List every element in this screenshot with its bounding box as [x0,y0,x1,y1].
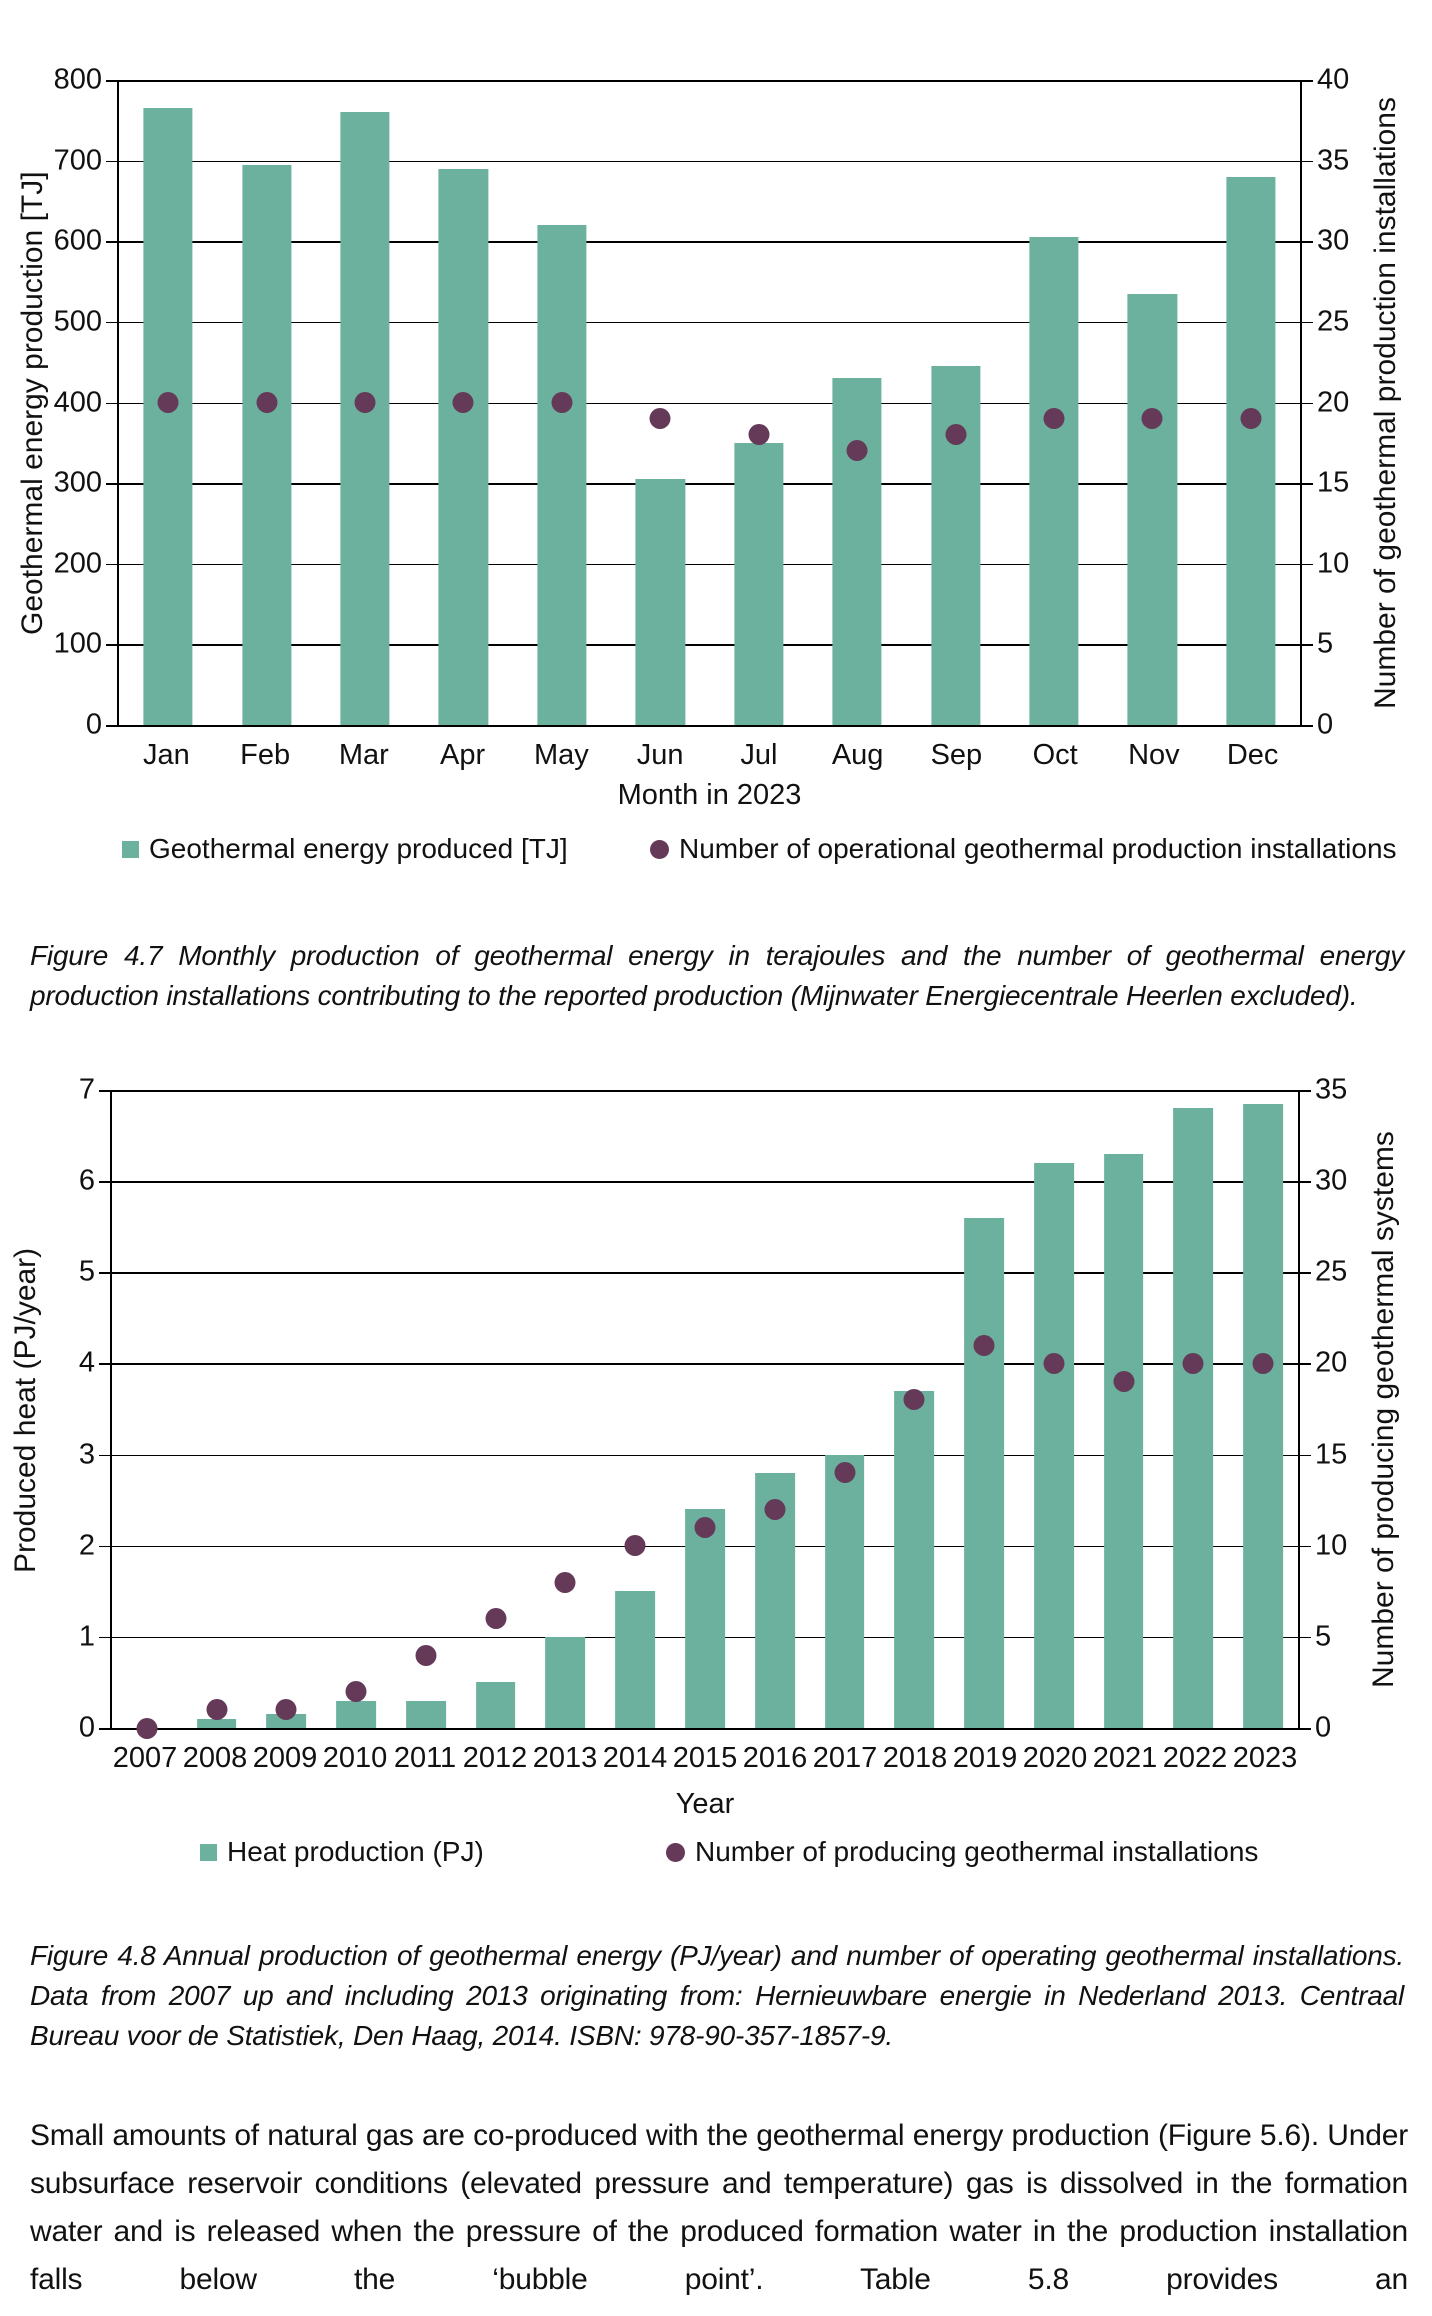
y-tick-label-left: 6 [78,1164,95,1197]
legend-label: Number of producing geothermal installations [695,1836,1259,1867]
y-tick-label-left: 7 [78,1073,95,1106]
point-Sep [945,424,966,445]
point-2017 [834,1462,855,1483]
y-axis-title-right: Number of geothermal production installations [1369,97,1402,710]
category-column [513,80,611,725]
point-Jun [650,408,671,429]
point-Mar [355,392,376,413]
y-tick-label-right: 0 [1317,708,1334,741]
y-axis-title-left: Geothermal energy production [TJ] [16,171,49,636]
bar-Feb [242,165,291,725]
y-tick-label-left: 200 [53,547,102,580]
bar-2013 [546,1637,586,1728]
x-tick-label-2012: 2012 [462,1742,528,1774]
y-tick-label-right: 40 [1317,63,1350,96]
x-axis-title: Year [675,1788,735,1820]
category-column [1019,1090,1089,1728]
bar-May [537,225,586,725]
bar-2020 [1034,1163,1074,1728]
point-2019 [974,1335,995,1356]
category-column [321,1090,391,1728]
bar-2022 [1173,1108,1213,1728]
x-tick-label-2022: 2022 [1162,1742,1228,1774]
category-column [461,1090,531,1728]
x-tick-label-Dec: Dec [1226,739,1279,771]
bar-Oct [1029,237,1078,725]
bar-Sep [931,366,980,725]
point-2011 [415,1645,436,1666]
y-tick-label-right: 0 [1315,1711,1332,1744]
x-tick-label-Jan: Jan [142,739,190,771]
point-legend-swatch [650,840,669,859]
x-tick-label-2014: 2014 [602,1742,668,1774]
x-axis-title: Month in 2023 [617,779,802,811]
y-tick-label-left: 700 [53,144,102,177]
bar-Nov [1128,294,1177,725]
y-tick-label-left: 800 [53,63,102,96]
y-tick-label-left: 4 [78,1346,95,1379]
axis-tick [1299,1363,1311,1365]
point-Nov [1142,408,1163,429]
category-column [1103,80,1201,725]
y-tick-label-right: 5 [1315,1620,1332,1653]
category-column [879,1090,949,1728]
y-tick-label-left: 600 [53,224,102,257]
point-2014 [625,1535,646,1556]
y-tick-label-right: 30 [1315,1164,1348,1197]
axis-tick [106,725,118,727]
point-2022 [1183,1353,1204,1374]
y-tick-label-right: 20 [1315,1346,1348,1379]
point-2010 [346,1681,367,1702]
x-tick-label-2018: 2018 [882,1742,948,1774]
point-Jan [158,392,179,413]
category-column [112,1090,182,1728]
y-tick-label-right: 10 [1317,547,1350,580]
axis-tick [99,1272,111,1274]
x-tick-label-Jul: Jul [740,739,778,771]
bar-Jun [636,479,685,725]
plot-area [53,63,1350,741]
category-column [414,80,512,725]
plot-area [78,1073,1348,1744]
category-column [949,1090,1019,1728]
y-tick-label-right: 5 [1317,627,1334,660]
point-2015 [695,1517,716,1538]
bar-2023 [1243,1104,1283,1728]
point-2018 [904,1389,925,1410]
point-Apr [453,392,474,413]
x-tick-label-2015: 2015 [672,1742,738,1774]
body-paragraph: Small amounts of natural gas are co-produced with the geothermal energy production (Figure 5.6). Under subsurface reservoir conditions (elevated pressure and temperature) gas is dissolved in the formation water and is released when the pressure of the produced formation water in the production installation falls below the ‘bubble point’. Table 5.8 provides an [30,2119,1408,2296]
y-tick-label-left: 5 [78,1255,95,1288]
axis-tick [1299,1181,1311,1183]
figure-4-8-caption: Figure 4.8 Annual production of geothermal energy (PJ/year) and number of operating geothermal installations. Data from 2007 up and including 2013 originating from: Hernieuwbare energie in Nederland 2013. Centraal Bureau voor de Statistiek, Den Haag, 2014. ISBN: 978-90-357-1857-9. [30,1940,1404,2051]
point-Oct [1044,408,1065,429]
category-column [531,1090,601,1728]
x-tick-label-2020: 2020 [1022,1742,1088,1774]
category-column [316,80,414,725]
point-Jul [748,424,769,445]
category-column [182,1090,252,1728]
axis-tick [106,644,118,646]
legend [117,833,1397,869]
axis-tick [1301,322,1313,324]
y-tick-label-left: 2 [78,1529,95,1562]
x-tick-label-Nov: Nov [1128,739,1180,771]
axis-tick [1299,1637,1311,1639]
category-column [252,1090,322,1728]
point-2023 [1253,1353,1274,1374]
legend-item [200,1836,484,1868]
category-column [1228,1090,1298,1728]
point-2008 [206,1699,227,1720]
y-tick-label-left: 0 [78,1711,95,1744]
bar-2012 [476,1682,516,1728]
bar-2014 [615,1591,655,1728]
point-2021 [1113,1371,1134,1392]
x-tick-label-Feb: Feb [240,739,291,771]
axis-tick [1301,644,1313,646]
x-tick-label-Aug: Aug [831,739,884,771]
x-tick-label-Apr: Apr [440,739,486,771]
category-column [740,1090,810,1728]
y-tick-label-left: 100 [53,627,102,660]
bar-Apr [439,169,488,725]
axis-tick [106,241,118,243]
bar-Mar [340,112,389,725]
category-column [600,1090,670,1728]
y-tick-label-left: 400 [53,386,102,418]
bar-columns [112,1090,1298,1728]
bar-2018 [894,1391,934,1728]
axis-tick [1301,483,1313,485]
category-column [1005,80,1103,725]
y-tick-label-left: 3 [78,1438,95,1471]
axis-tick [99,1090,111,1092]
bar-Jul [734,443,783,725]
axis-tick [99,1455,111,1457]
axis-tick [106,322,118,324]
category-column [1202,80,1300,725]
figure-4-7-caption: Figure 4.7 Monthly production of geothermal energy in terajoules and the number of geothermal energy production installations contributing to the reported production (Mijnwater Energiecentrale Heerlen excluded). [30,940,1404,1011]
bar-Dec [1226,177,1275,725]
bar-2015 [685,1509,725,1728]
point-2009 [276,1699,297,1720]
bar-legend-swatch [122,841,139,858]
bar-2021 [1104,1154,1144,1728]
legend-item [650,833,1397,865]
x-tick-label-2023: 2023 [1232,1742,1298,1774]
y-axis-title-right: Number of producing geothermal systems [1367,1131,1400,1689]
category-column [611,80,709,725]
x-tick-label-2016: 2016 [742,1742,808,1774]
x-tick-label-2008: 2008 [182,1742,248,1774]
figure-4-8-chart [9,1073,1400,1867]
axis-tick [106,564,118,566]
y-tick-label-right: 20 [1317,386,1350,418]
category-column [906,80,1004,725]
axis-tick [1301,161,1313,163]
legend-item [122,833,568,865]
point-2007 [136,1718,157,1739]
axis-tick [1299,1546,1311,1548]
point-Aug [847,440,868,461]
x-tick-label-Jun: Jun [636,739,684,771]
figure-4-7-chart [16,63,1402,864]
y-tick-label-right: 35 [1315,1073,1348,1106]
axis-tick [1299,1090,1311,1092]
bar-2017 [825,1455,865,1728]
x-tick-label-2007: 2007 [112,1742,178,1774]
bar-Jan [144,108,193,725]
category-column [808,80,906,725]
x-tick-label-2019: 2019 [952,1742,1018,1774]
axis-tick [106,80,118,82]
point-2016 [764,1499,785,1520]
y-tick-label-right: 25 [1315,1255,1348,1288]
x-tick-label-2013: 2013 [532,1742,598,1774]
point-2012 [485,1608,506,1629]
y-tick-label-left: 300 [53,466,102,499]
y-tick-label-right: 30 [1317,224,1350,257]
axis-tick [1301,241,1313,243]
category-column [391,1090,461,1728]
axis-tick [99,1728,111,1730]
category-column [217,80,315,725]
axis-tick [106,403,118,405]
legend [110,1836,1300,1872]
axis-tick [1299,1455,1311,1457]
x-tick-label-Oct: Oct [1032,739,1078,771]
legend-label: Geothermal energy produced [TJ] [149,833,568,864]
y-tick-label-right: 35 [1317,144,1350,177]
category-column [670,1090,740,1728]
x-tick-label-May: May [533,739,589,771]
axis-tick [1299,1272,1311,1274]
y-tick-label-right: 15 [1315,1438,1348,1471]
x-axis-labels [117,739,1302,772]
axis-tick [1301,564,1313,566]
category-column [710,80,808,725]
x-tick-label-Sep: Sep [930,739,983,771]
point-2013 [555,1572,576,1593]
point-Feb [256,392,277,413]
legend-label: Heat production (PJ) [227,1836,484,1867]
bar-2019 [964,1218,1004,1728]
legend-item [666,1836,1258,1868]
legend-label: Number of operational geothermal production installations [679,833,1397,864]
x-axis-labels [110,1742,1300,1775]
y-tick-label-left: 500 [53,305,102,338]
category-column [119,80,217,725]
axis-tick [99,1363,111,1365]
axis-tick [1301,80,1313,82]
y-tick-label-left: 0 [85,708,102,741]
bar-legend-swatch [200,1844,217,1861]
point-Dec [1240,408,1261,429]
y-axis-title-left: Produced heat (PJ/year) [9,1247,42,1573]
point-2020 [1043,1353,1064,1374]
axis-tick [106,161,118,163]
axis-tick [99,1637,111,1639]
x-tick-label-2011: 2011 [393,1742,457,1774]
y-tick-label-right: 25 [1317,305,1350,338]
y-tick-label-left: 1 [78,1620,95,1653]
bar-columns [119,80,1300,725]
bar-2011 [406,1701,446,1728]
bar-Aug [833,378,882,725]
axis-tick [106,483,118,485]
x-tick-label-2021: 2021 [1092,1742,1158,1774]
axis-tick [99,1546,111,1548]
y-tick-label-right: 15 [1317,466,1350,499]
x-tick-label-2010: 2010 [322,1742,388,1774]
point-May [551,392,572,413]
category-column [1089,1090,1159,1728]
category-column [810,1090,880,1728]
x-tick-label-Mar: Mar [338,739,389,771]
x-tick-label-2009: 2009 [252,1742,318,1774]
axis-tick [1301,403,1313,405]
x-tick-label-2017: 2017 [812,1742,878,1774]
category-column [1158,1090,1228,1728]
y-tick-label-right: 10 [1315,1529,1348,1562]
axis-tick [1301,725,1313,727]
axis-tick [99,1181,111,1183]
bar-2010 [336,1701,376,1728]
point-legend-swatch [666,1843,685,1862]
axis-tick [1299,1728,1311,1730]
